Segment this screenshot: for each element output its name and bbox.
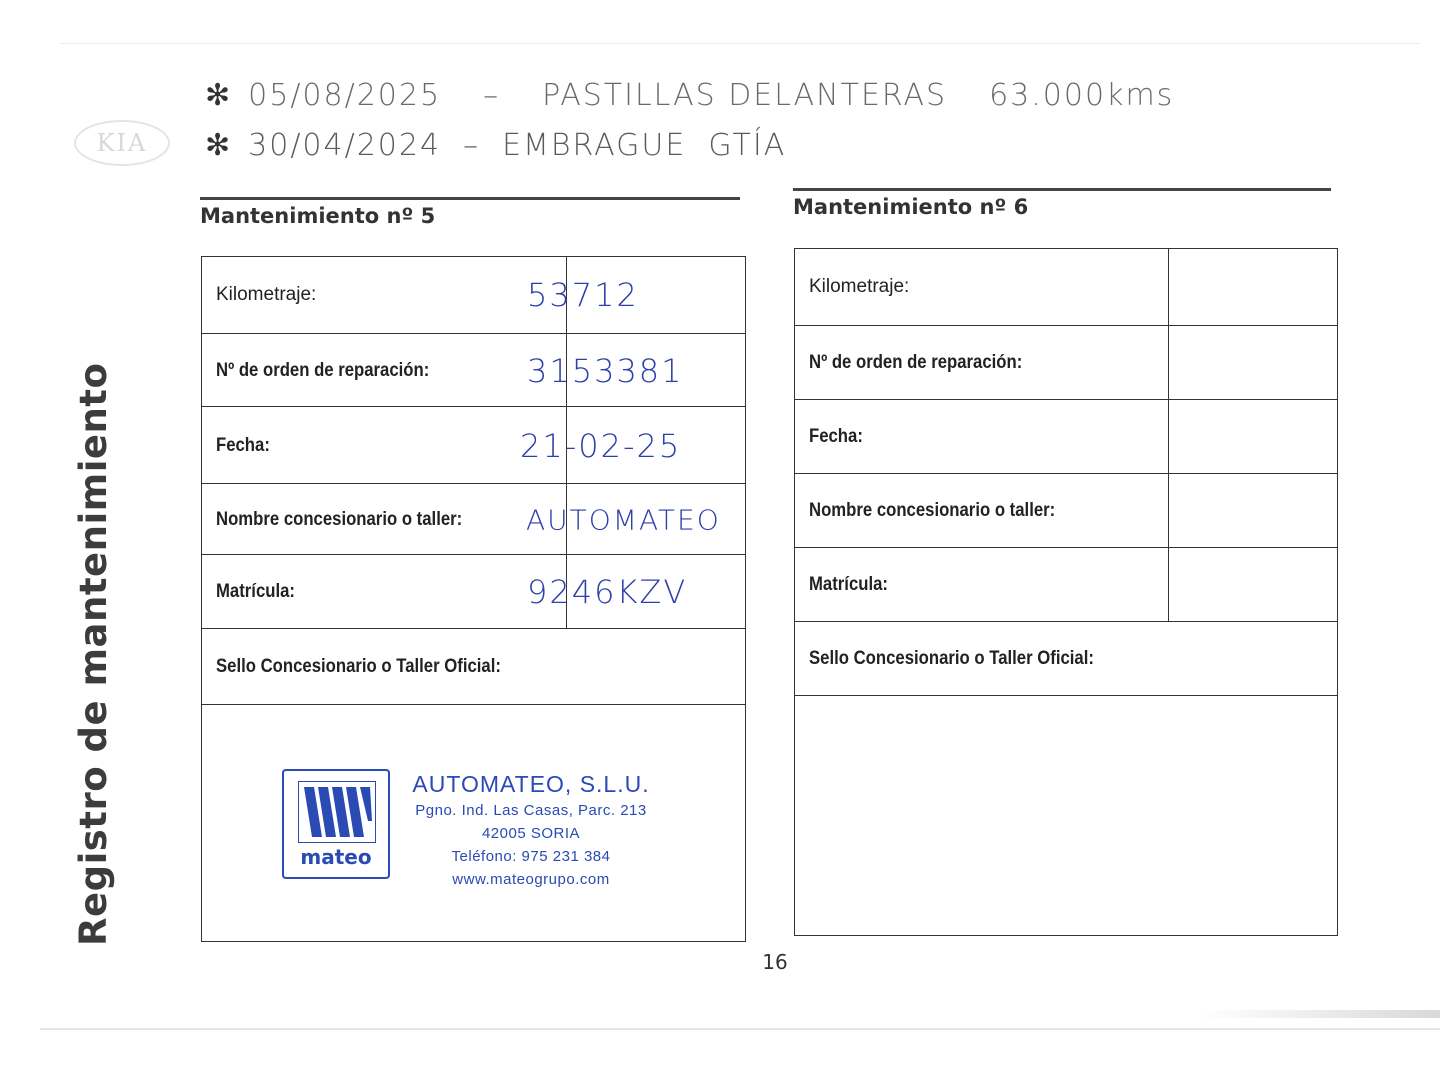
column-divider xyxy=(1168,249,1169,325)
stamp-phone: Teléfono: 975 231 384 xyxy=(451,848,611,865)
stamp-area xyxy=(202,704,745,941)
table-row xyxy=(795,473,1337,548)
stamp-brand: mateo xyxy=(300,845,372,869)
top-edge-line xyxy=(60,43,1420,44)
note-date: 05/08/2025 xyxy=(248,78,442,113)
handwritten-value: 3153381 xyxy=(527,351,684,390)
table-row xyxy=(202,483,745,555)
table-row xyxy=(202,406,745,484)
bottom-edge-line xyxy=(40,1028,1440,1030)
handwritten-value: 53712 xyxy=(527,276,639,314)
asterisk-icon: ✻ xyxy=(205,128,233,163)
stamp-city: 42005 SORIA xyxy=(481,825,581,842)
stamp-text xyxy=(400,769,662,891)
handwritten-value: 21-02-25 xyxy=(520,426,682,465)
dealer-stamp xyxy=(282,769,662,889)
table-row xyxy=(795,325,1337,400)
stamp-company: AUTOMATEO, S.L.U. xyxy=(412,771,650,797)
table-row xyxy=(795,621,1337,696)
handwritten-value: AUTOMATEO xyxy=(526,503,721,536)
note-text: PASTILLAS DELANTERAS xyxy=(542,78,948,113)
column-divider xyxy=(1168,474,1169,548)
note-dash: – xyxy=(483,78,501,113)
table-row xyxy=(202,628,745,705)
handwritten-value: 9246KZV xyxy=(527,573,688,611)
note-km: 63.000kms xyxy=(989,78,1175,113)
mateo-logo-icon xyxy=(282,769,390,879)
row-label: Sello Concesionario o Taller Oficial: xyxy=(216,656,501,677)
kia-logo-icon: KIA xyxy=(74,120,170,166)
row-label: Fecha: xyxy=(216,434,270,456)
panel-title: Mantenimiento nº 6 xyxy=(793,188,1331,219)
row-label: Kilometraje: xyxy=(216,284,317,305)
table-row xyxy=(202,257,745,333)
row-label: Nº de orden de reparación: xyxy=(216,359,430,381)
scan-shadow xyxy=(1200,1010,1440,1018)
panel-title: Mantenimiento nº 5 xyxy=(200,197,740,228)
column-divider xyxy=(1168,548,1169,622)
row-label: Nombre concesionario o taller: xyxy=(809,500,1056,521)
stamp-website: www.mateogrupo.com xyxy=(452,871,610,888)
row-label: Fecha: xyxy=(809,426,863,447)
stamp-area xyxy=(795,695,1337,935)
table-row xyxy=(795,547,1337,622)
maintenance-table-5 xyxy=(201,256,746,942)
handwritten-note-2 xyxy=(205,128,786,163)
row-label: Kilometraje: xyxy=(809,276,910,297)
row-label: Nombre concesionario o taller: xyxy=(216,508,463,530)
row-label: Matrícula: xyxy=(809,574,888,595)
note-extra: GTÍA xyxy=(708,128,787,163)
row-label: Matrícula: xyxy=(216,581,295,602)
table-row xyxy=(795,399,1337,474)
handwritten-note-1 xyxy=(205,78,1174,113)
table-row xyxy=(202,333,745,407)
table-row xyxy=(795,249,1337,325)
asterisk-icon: ✻ xyxy=(205,78,233,113)
row-label: Nº de orden de reparación: xyxy=(809,352,1023,373)
stamp-address: Pgno. Ind. Las Casas, Parc. 213 xyxy=(415,802,647,819)
maintenance-table-6 xyxy=(794,248,1338,936)
page-number: 16 xyxy=(762,950,788,974)
note-text: EMBRAGUE xyxy=(502,128,687,163)
table-row xyxy=(202,554,745,629)
row-label: Sello Concesionario o Taller Oficial: xyxy=(809,648,1094,669)
note-dash: – xyxy=(463,128,481,163)
column-divider xyxy=(1168,326,1169,400)
side-title: Registro de mantenimiento xyxy=(72,362,115,946)
column-divider xyxy=(1168,400,1169,474)
note-date: 30/04/2024 xyxy=(248,128,442,163)
stripes-icon xyxy=(298,781,376,843)
